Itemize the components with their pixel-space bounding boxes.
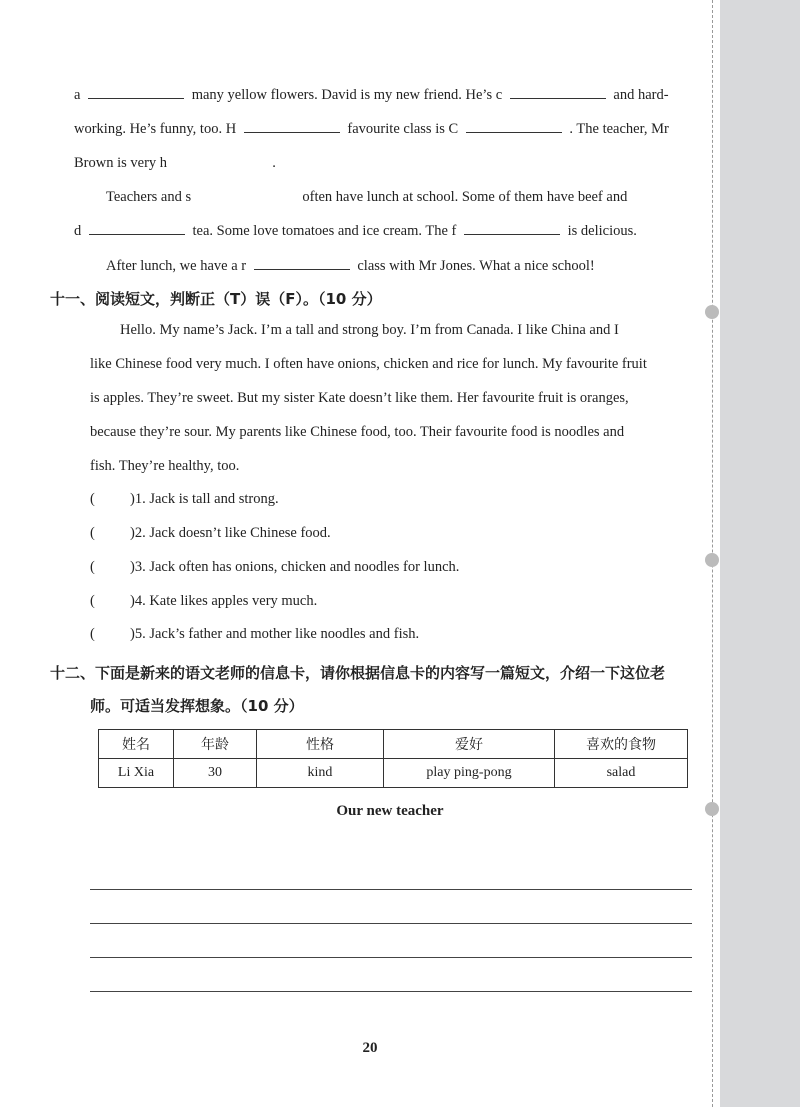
text-fragment: Brown is very h — [74, 155, 168, 171]
header-cell: 年龄 — [174, 730, 257, 759]
text-fragment: is delicious. — [567, 223, 637, 239]
tf-item-text: )2. Jack doesn’t like Chinese food. — [130, 525, 331, 541]
fill-line-4 — [106, 186, 627, 206]
text-fragment: working. He’s funny, too. H — [74, 121, 237, 137]
header-cell: 喜欢的食物 — [555, 730, 688, 759]
info-value-row — [99, 759, 688, 788]
passage-line: is apples. They’re sweet. But my sister Kate doesn’t like them. Her favourite fruit is oranges, — [90, 390, 629, 406]
section-11-heading: 十一、阅读短文，判断正（T）误（F）。（10 分） — [50, 290, 382, 308]
answer-blank[interactable] — [466, 118, 562, 133]
text-fragment: . — [272, 155, 276, 171]
value-cell: 30 — [174, 759, 257, 788]
page-number: 20 — [362, 1040, 378, 1056]
answer-paren[interactable]: ( — [90, 491, 95, 507]
tf-item-text: )1. Jack is tall and strong. — [130, 491, 279, 507]
fill-line-2 — [74, 118, 669, 138]
answer-blank[interactable] — [88, 84, 184, 99]
header-cell: 爱好 — [384, 730, 555, 759]
value-cell: play ping-pong — [384, 759, 555, 788]
tf-item-2 — [90, 525, 331, 542]
text-fragment: tea. Some love tomatoes and ice cream. The f — [192, 223, 457, 239]
answer-paren[interactable]: ( — [90, 525, 95, 541]
fill-line-5 — [74, 220, 637, 240]
writing-line[interactable] — [90, 957, 692, 958]
writing-line[interactable] — [90, 923, 692, 924]
text-fragment: often have lunch at school. Some of them have beef and — [302, 189, 628, 205]
tf-item-text: )5. Jack’s father and mother like noodles and fish. — [130, 626, 420, 642]
tf-item-text: )4. Kate likes apples very much. — [130, 593, 318, 609]
fill-line-1 — [74, 84, 669, 104]
fill-line-3 — [74, 152, 276, 172]
section-12-heading: 十二、下面是新来的语文老师的信息卡，请你根据信息卡的内容写一篇短文，介绍一下这位老 — [50, 664, 666, 682]
text-fragment: favourite class is C — [347, 121, 459, 137]
tf-item-5 — [90, 626, 419, 643]
text-fragment: Teachers and s — [106, 189, 192, 205]
text-fragment: d — [74, 223, 82, 239]
value-cell: kind — [257, 759, 384, 788]
answer-blank[interactable] — [199, 186, 295, 201]
answer-blank[interactable] — [175, 152, 265, 167]
text-fragment: class with Mr Jones. What a nice school! — [357, 258, 595, 274]
header-cell: 姓名 — [99, 730, 174, 759]
tf-item-4 — [90, 593, 317, 610]
answer-blank[interactable] — [244, 118, 340, 133]
answer-paren[interactable]: ( — [90, 593, 95, 609]
essay-title: Our new teacher — [336, 803, 444, 819]
text-fragment: many yellow flowers. David is my new friend. He’s c — [191, 87, 503, 103]
answer-paren[interactable]: ( — [90, 559, 95, 575]
text-fragment: . The teacher, Mr — [569, 121, 669, 137]
tf-item-3 — [90, 559, 459, 576]
passage-line: because they’re sour. My parents like Chinese food, too. Their favourite food is noodles and — [90, 424, 625, 440]
page-margin-strip — [720, 0, 800, 1107]
value-cell: salad — [555, 759, 688, 788]
answer-blank[interactable] — [89, 220, 185, 235]
teacher-info-card — [98, 729, 688, 788]
info-header-row — [99, 730, 688, 759]
answer-blank[interactable] — [510, 84, 606, 99]
answer-blank[interactable] — [254, 255, 350, 270]
margin-marker-icon — [705, 305, 719, 319]
tf-item-text: )3. Jack often has onions, chicken and noodles for lunch. — [130, 559, 460, 575]
answer-paren[interactable]: ( — [90, 626, 95, 642]
text-fragment: and hard- — [613, 87, 669, 103]
text-fragment: a — [74, 87, 81, 103]
value-cell: Li Xia — [99, 759, 174, 788]
answer-blank[interactable] — [464, 220, 560, 235]
text-fragment: After lunch, we have a r — [106, 258, 247, 274]
writing-line[interactable] — [90, 889, 692, 890]
margin-marker-icon — [705, 553, 719, 567]
margin-marker-icon — [705, 802, 719, 816]
passage-line: fish. They’re healthy, too. — [90, 458, 240, 474]
fill-line-6 — [106, 255, 595, 275]
passage-line: Hello. My name’s Jack. I’m a tall and strong boy. I’m from Canada. I like China and I — [120, 322, 619, 338]
header-cell: 性格 — [257, 730, 384, 759]
tf-item-1 — [90, 491, 279, 508]
section-12-heading-cont: 师。可适当发挥想象。（10 分） — [90, 697, 304, 715]
writing-line[interactable] — [90, 991, 692, 992]
passage-line: like Chinese food very much. I often have onions, chicken and rice for lunch. My favourite fruit — [90, 356, 647, 372]
